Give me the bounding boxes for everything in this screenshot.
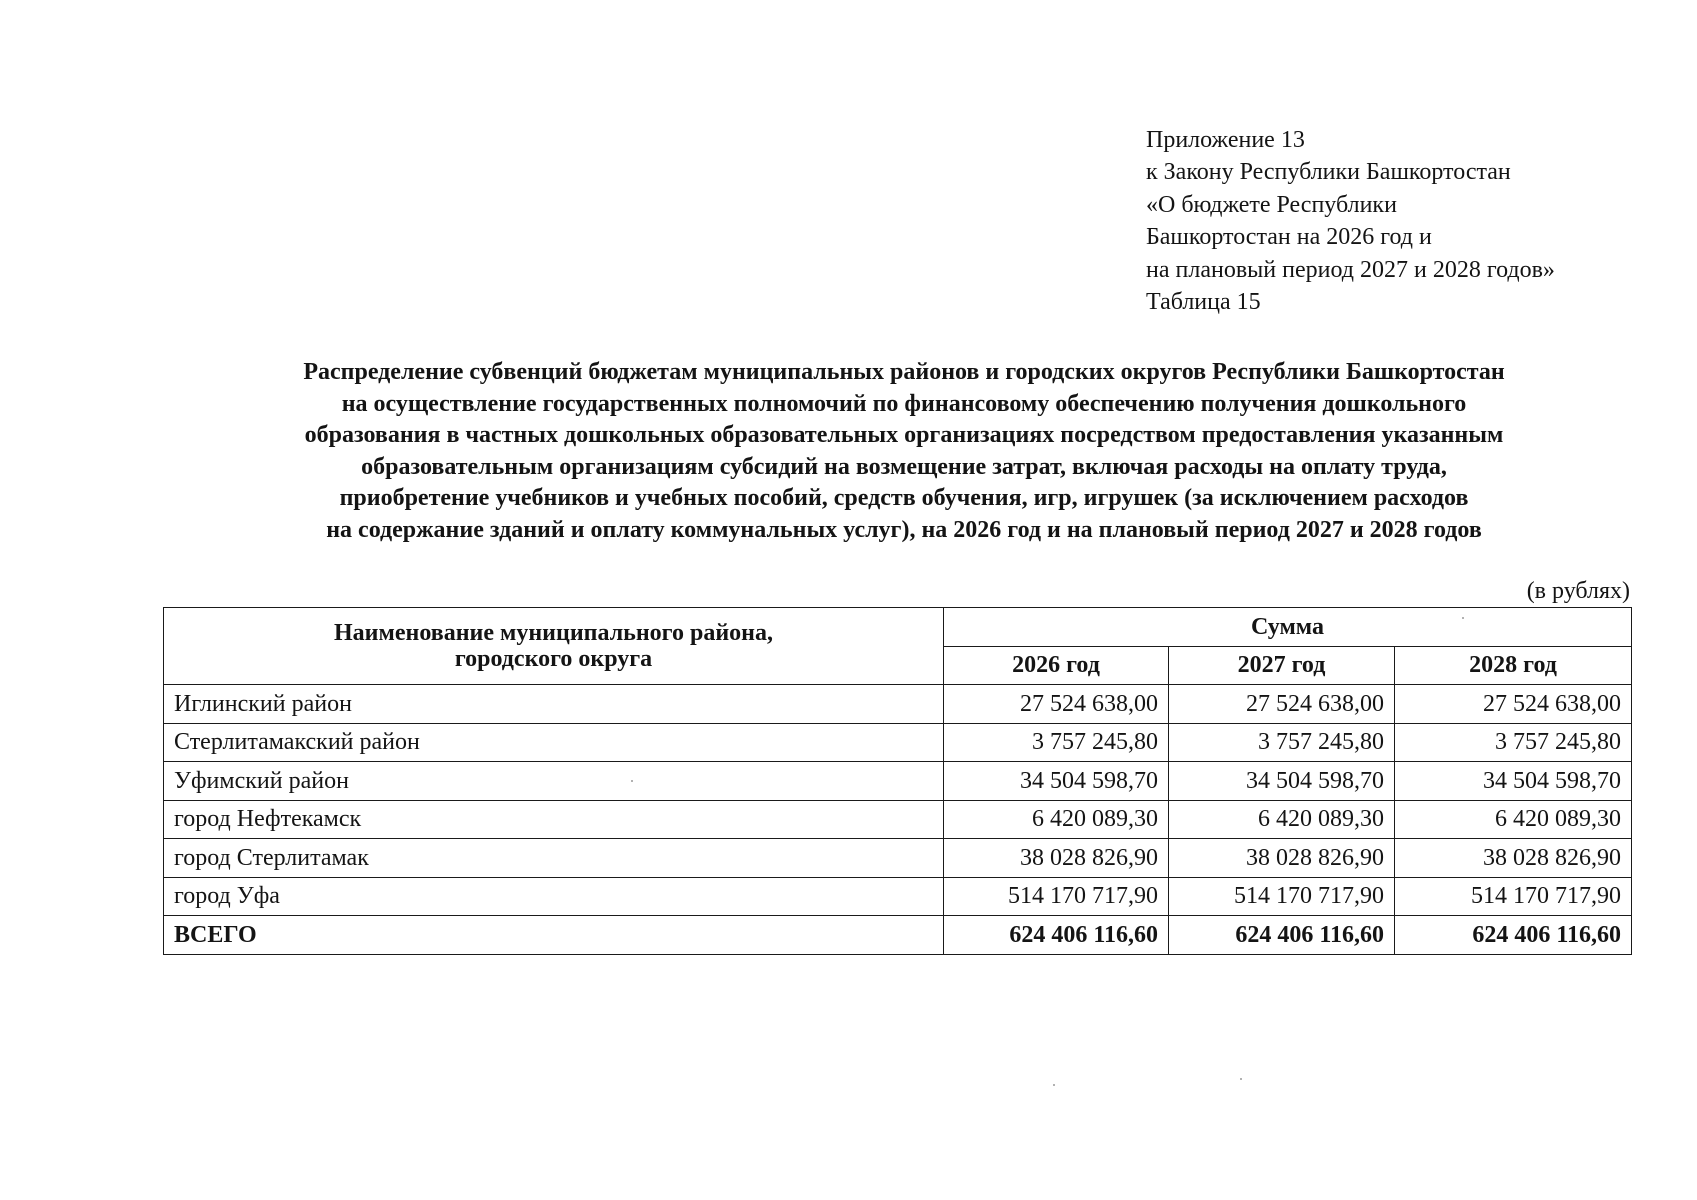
appendix-line: на плановый период 2027 и 2028 годов» [1146,256,1555,283]
heading-line: образовательным организациям субсидий на возмещение затрат, включая расходы на оплату труда, [361,453,1447,480]
amount-2026: 6 420 089,30 [944,800,1169,839]
table-row [164,685,1632,724]
heading-line: на содержание зданий и оплату коммунальных услуг), на 2026 год и на плановый период 2027 и 2028 годов [326,516,1482,543]
appendix-line: Башкортостан на 2026 год и [1146,224,1432,251]
column-header-2028: 2028 год [1395,646,1632,685]
appendix-line: к Закону Республики Башкортостан [1146,159,1511,186]
table-row [164,762,1632,801]
heading-line: приобретение учебников и учебных пособий, средств обучения, игр, игрушек (за исключением расходов [339,485,1469,511]
appendix-reference [1146,124,1555,318]
column-header-sum: Сумма [944,608,1632,647]
column-header-name [164,608,944,685]
table-number: Таблица 15 [1146,289,1261,316]
municipality-name: город Стерлитамак [164,839,944,878]
amount-2028: 38 028 826,90 [1395,839,1632,878]
column-header-2027: 2027 год [1169,646,1395,685]
amount-2026: 3 757 245,80 [944,723,1169,762]
scan-speck [1240,1078,1242,1080]
column-header-2026: 2026 год [944,646,1169,685]
appendix-line: Приложение 13 [1146,127,1305,153]
column-header-name-line2: городского округа [454,646,653,672]
units-note: (в рублях) [1526,578,1630,604]
table-row [164,800,1632,839]
total-label: ВСЕГО [164,916,944,955]
amount-2026: 38 028 826,90 [944,839,1169,878]
municipality-name: город Уфа [164,877,944,916]
municipality-name: Иглинский район [164,685,944,724]
scan-speck [1053,1084,1055,1086]
amount-2027: 6 420 089,30 [1169,800,1395,839]
amount-2027: 34 504 598,70 [1169,762,1395,801]
amount-2028: 6 420 089,30 [1395,800,1632,839]
amount-2026: 514 170 717,90 [944,877,1169,916]
table-row [164,723,1632,762]
municipality-name: город Нефтекамск [164,800,944,839]
total-row [164,916,1632,955]
heading-line: Распределение субвенций бюджетам муниципальных районов и городских округов Республики Башкортостан [303,359,1505,385]
amount-2028: 34 504 598,70 [1395,762,1632,801]
appendix-line: «О бюджете Республики [1146,191,1397,218]
amount-2027: 514 170 717,90 [1169,877,1395,916]
scan-speck [1462,617,1464,619]
amount-2027: 3 757 245,80 [1169,723,1395,762]
amount-2028: 514 170 717,90 [1395,877,1632,916]
table-row [164,877,1632,916]
total-2027: 624 406 116,60 [1169,916,1395,955]
document-heading [160,357,1648,546]
scan-speck [631,780,633,782]
column-header-name-line1: Наименование муниципального района, [334,620,773,646]
municipality-name: Стерлитамакский район [164,723,944,762]
amount-2026: 27 524 638,00 [944,685,1169,724]
table-row [164,839,1632,878]
total-2028: 624 406 116,60 [1395,916,1632,955]
municipality-name: Уфимский район [164,762,944,801]
amount-2027: 27 524 638,00 [1169,685,1395,724]
heading-line: на осуществление государственных полномочий по финансовому обеспечению получения дошкольного [341,390,1467,417]
subvention-table [163,607,1632,955]
amount-2028: 27 524 638,00 [1395,685,1632,724]
amount-2026: 34 504 598,70 [944,762,1169,801]
amount-2028: 3 757 245,80 [1395,723,1632,762]
total-2026: 624 406 116,60 [944,916,1169,955]
amount-2027: 38 028 826,90 [1169,839,1395,878]
heading-line: образования в частных дошкольных образовательных организациях посредством предоставления указанным [304,422,1504,448]
